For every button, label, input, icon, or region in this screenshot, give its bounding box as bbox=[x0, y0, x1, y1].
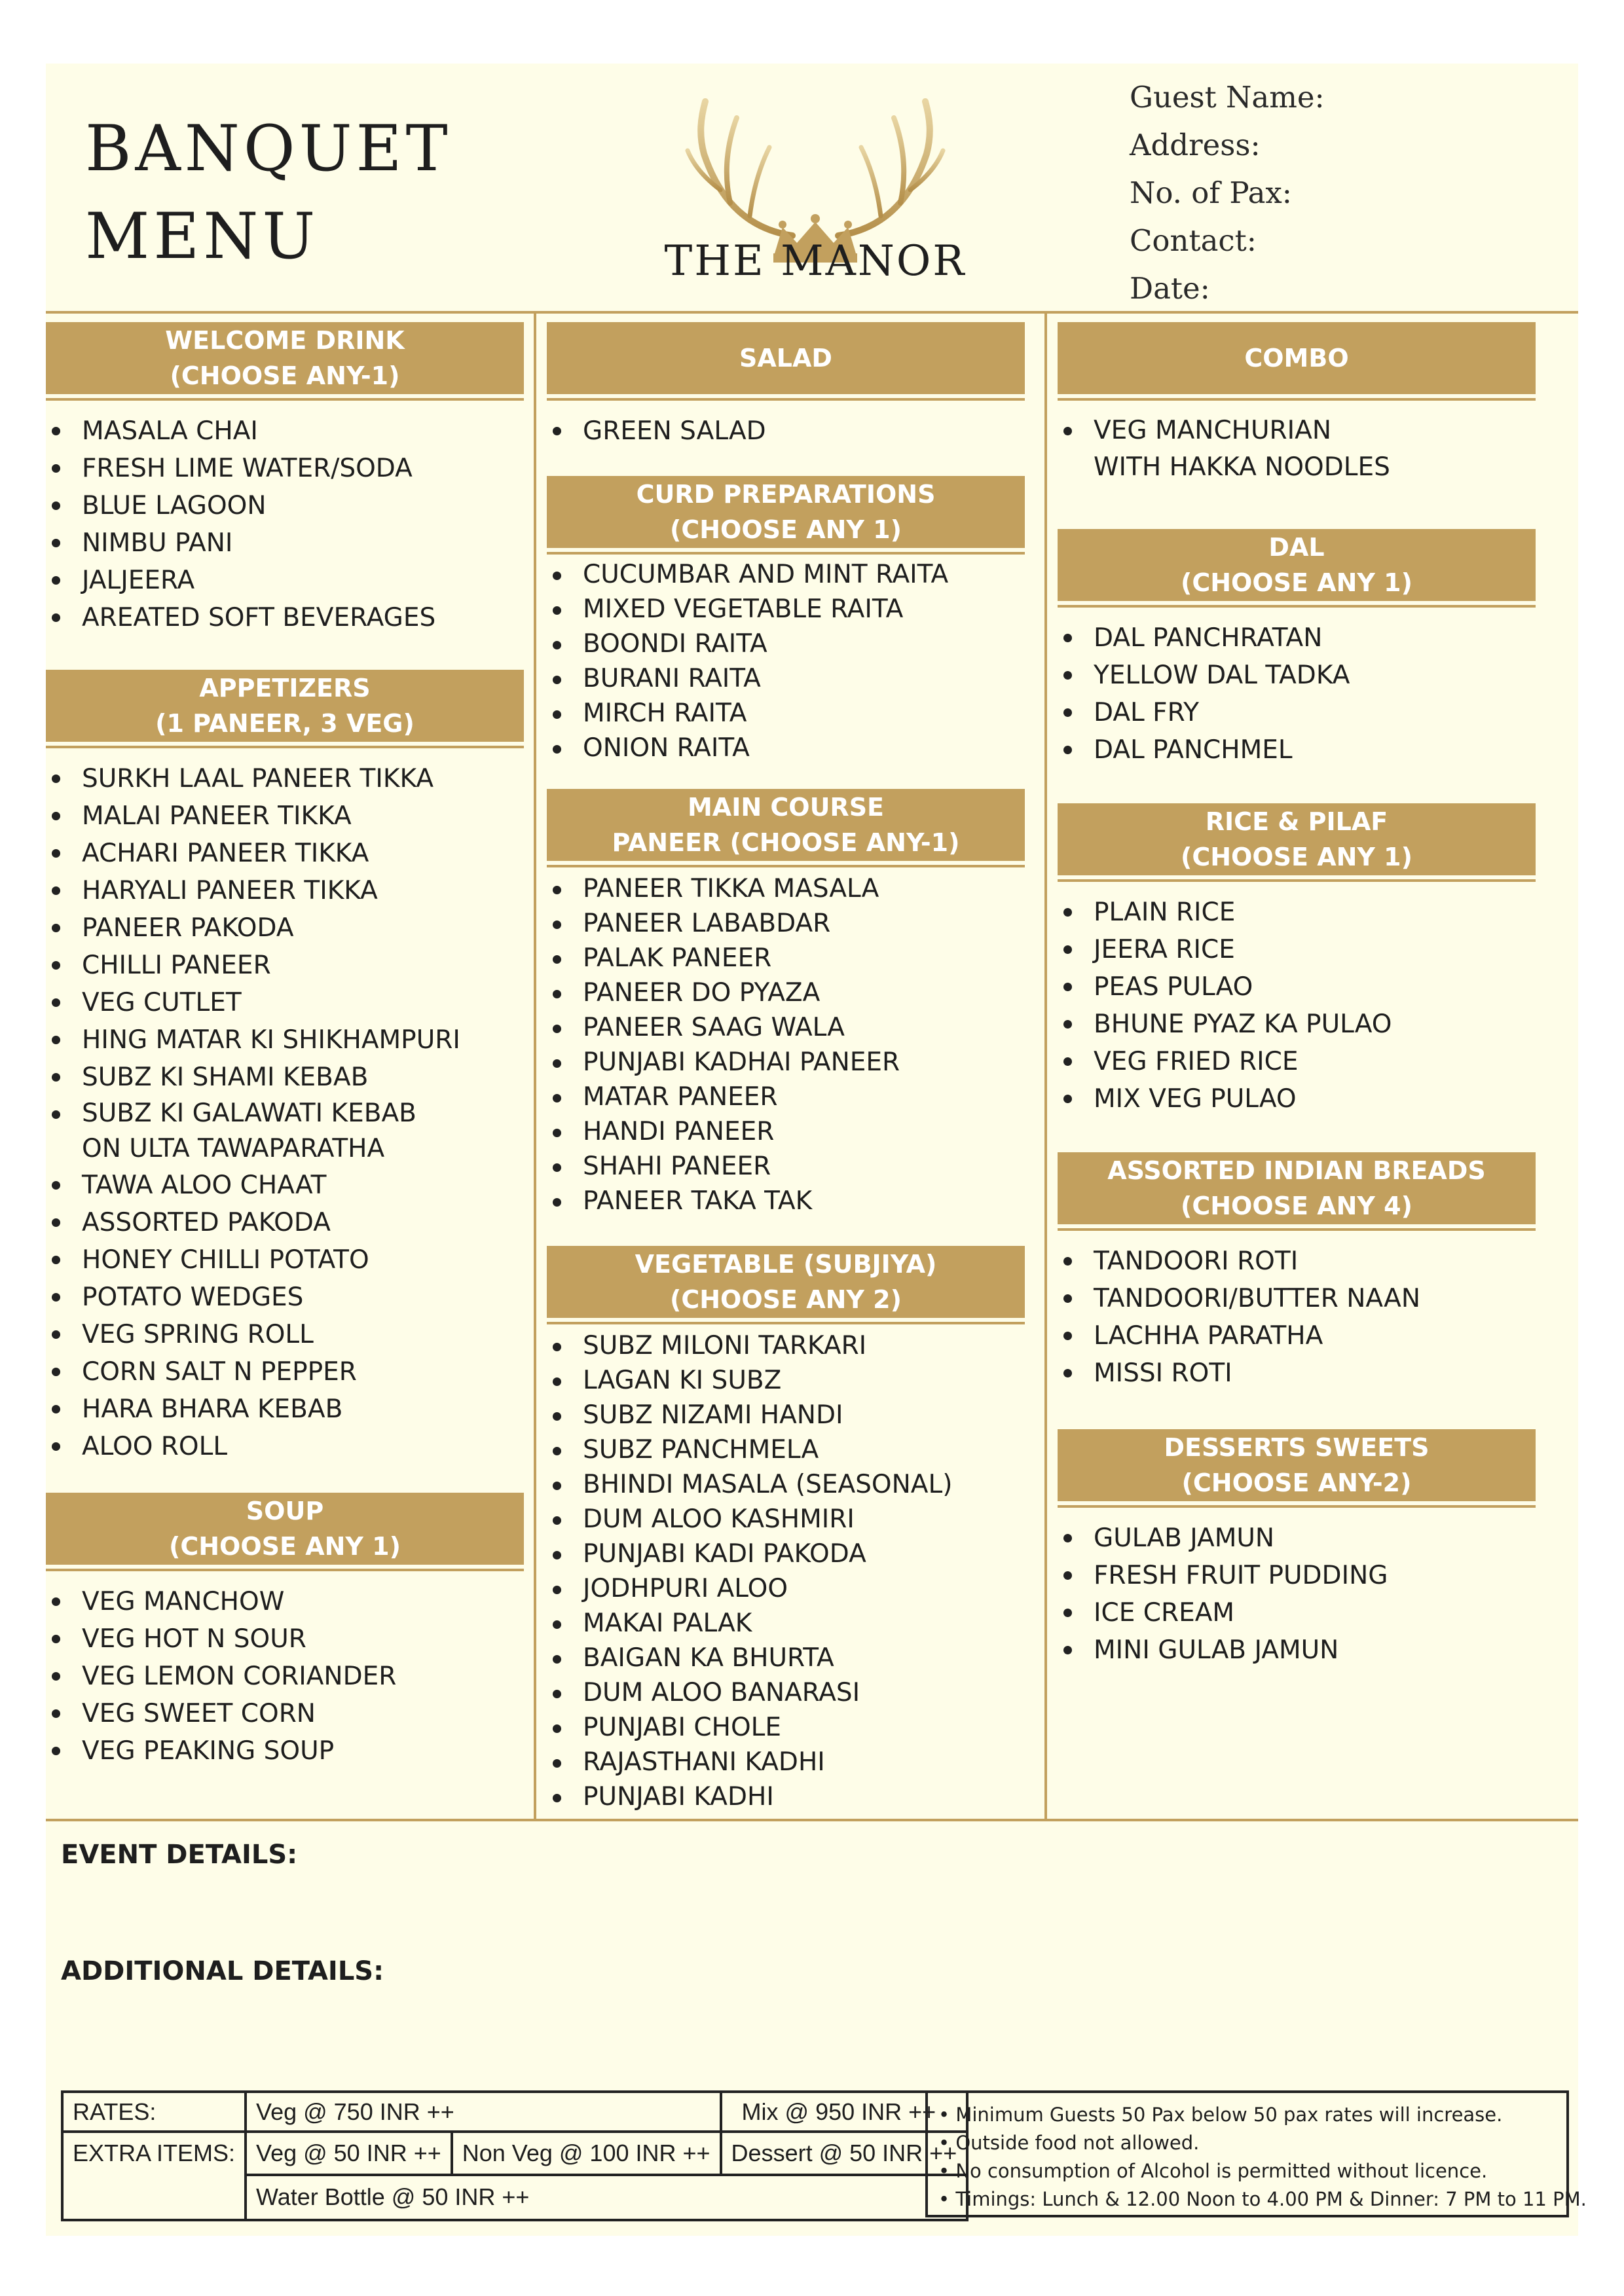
list-item: PEAS PULAO bbox=[1094, 968, 1536, 1006]
list-item: BLUE LAGOON bbox=[82, 487, 524, 524]
list-item: POTATO WEDGES bbox=[82, 1279, 524, 1316]
contact-label: Contact: bbox=[1130, 223, 1257, 258]
list-item: PANEER LABABDAR bbox=[583, 906, 1025, 941]
list-item: PUNJABI KADI PAKODA bbox=[583, 1537, 1025, 1571]
list-item: SHAHI PANEER bbox=[583, 1149, 1025, 1184]
list-item: SUBZ KI SHAMI KEBAB bbox=[82, 1059, 524, 1096]
list-item: SUBZ NIZAMI HANDI bbox=[583, 1398, 1025, 1432]
pax-label: No. of Pax: bbox=[1130, 175, 1292, 210]
list-item: SURKH LAAL PANEER TIKKA bbox=[82, 760, 524, 797]
section-dal bbox=[1058, 529, 1536, 769]
section-appetizers bbox=[46, 670, 524, 1465]
rate-veg: Veg @ 750 INR ++ bbox=[246, 2092, 721, 2132]
list-item: VEG MANCHOW bbox=[82, 1583, 524, 1620]
item-list bbox=[1058, 894, 1536, 1118]
list-item: MINI GULAB JAMUN bbox=[1094, 1631, 1536, 1669]
list-item: JEERA RICE bbox=[1094, 931, 1536, 968]
section-header: ASSORTED INDIAN BREADS (CHOOSE ANY 4) bbox=[1058, 1152, 1536, 1224]
extra-veg: Veg @ 50 INR ++ bbox=[246, 2132, 452, 2174]
section-header: SALAD bbox=[547, 322, 1025, 394]
section-header: SOUP (CHOOSE ANY 1) bbox=[46, 1493, 524, 1565]
list-item: MIXED VEGETABLE RAITA bbox=[583, 592, 1025, 627]
list-item: FRESH LIME WATER/SODA bbox=[82, 450, 524, 487]
section-desserts bbox=[1058, 1429, 1536, 1669]
brand-name: THE MANOR bbox=[664, 237, 967, 285]
column-divider-2 bbox=[1044, 314, 1047, 1819]
guest-name-label: Guest Name: bbox=[1130, 80, 1325, 115]
item-list bbox=[46, 412, 524, 636]
item-list bbox=[46, 1583, 524, 1770]
list-item: PANEER TIKKA MASALA bbox=[583, 871, 1025, 906]
note-line: • Outside food not allowed. bbox=[938, 2132, 1200, 2154]
list-item: PUNJABI CHOLE bbox=[583, 1710, 1025, 1745]
list-item: CUCUMBAR AND MINT RAITA bbox=[583, 557, 1025, 592]
item-list bbox=[1058, 1243, 1536, 1392]
list-item: SUBZ KI GALAWATI KEBAB ON ULTA TAWAPARATHA bbox=[82, 1096, 524, 1167]
list-item: MALAI PANEER TIKKA bbox=[82, 797, 524, 835]
list-item: HONEY CHILLI POTATO bbox=[82, 1241, 524, 1279]
list-item: CORN SALT N PEPPER bbox=[82, 1353, 524, 1391]
list-item: VEG MANCHURIAN WITH HAKKA NOODLES bbox=[1094, 412, 1536, 486]
title-line-2: MENU bbox=[85, 200, 320, 273]
note-line: • No consumption of Alcohol is permitted without licence. bbox=[938, 2160, 1488, 2182]
section-indian-breads bbox=[1058, 1152, 1536, 1392]
section-combo bbox=[1058, 322, 1536, 486]
list-item: GULAB JAMUN bbox=[1094, 1520, 1536, 1557]
list-item: BOONDI RAITA bbox=[583, 627, 1025, 661]
list-item: ICE CREAM bbox=[1094, 1594, 1536, 1631]
column-divider-1 bbox=[534, 314, 536, 1819]
list-item: MIRCH RAITA bbox=[583, 696, 1025, 731]
list-item: ASSORTED PAKODA bbox=[82, 1204, 524, 1241]
list-item: VEG HOT N SOUR bbox=[82, 1620, 524, 1658]
list-item: MAKAI PALAK bbox=[583, 1606, 1025, 1641]
note-line: • Timings: Lunch & 12.00 Noon to 4.00 PM & Dinner: 7 PM to 11 PM. bbox=[938, 2188, 1587, 2210]
rates-label: RATES: bbox=[62, 2092, 246, 2132]
list-item: PANEER DO PYAZA bbox=[583, 975, 1025, 1010]
item-list bbox=[1058, 619, 1536, 769]
section-header: RICE & PILAF (CHOOSE ANY 1) bbox=[1058, 803, 1536, 875]
section-salad bbox=[547, 322, 1025, 450]
item-list bbox=[1058, 1520, 1536, 1669]
list-item: LACHHA PARATHA bbox=[1094, 1317, 1536, 1355]
list-item: NIMBU PANI bbox=[82, 524, 524, 562]
item-list bbox=[547, 871, 1025, 1218]
item-list bbox=[1058, 412, 1536, 486]
section-curd-preparations bbox=[547, 476, 1025, 765]
list-item: JODHPURI ALOO bbox=[583, 1571, 1025, 1606]
guest-info-fields bbox=[1130, 73, 1325, 312]
list-item: VEG CUTLET bbox=[82, 984, 524, 1021]
list-item: BAIGAN KA BHURTA bbox=[583, 1641, 1025, 1675]
list-item: PUNJABI KADHI bbox=[583, 1779, 1025, 1814]
rate-mix: Mix @ 950 INR ++ bbox=[721, 2092, 968, 2132]
section-welcome-drink bbox=[46, 322, 524, 636]
list-item: HING MATAR KI SHIKHAMPURI bbox=[82, 1021, 524, 1059]
page-title bbox=[85, 105, 452, 280]
list-item: PLAIN RICE bbox=[1094, 894, 1536, 931]
item-list bbox=[547, 557, 1025, 765]
extra-nonveg: Non Veg @ 100 INR ++ bbox=[452, 2132, 721, 2174]
section-header: DAL (CHOOSE ANY 1) bbox=[1058, 529, 1536, 601]
list-item: VEG SWEET CORN bbox=[82, 1695, 524, 1732]
list-item: LAGAN KI SUBZ bbox=[583, 1363, 1025, 1398]
section-header: WELCOME DRINK (CHOOSE ANY-1) bbox=[46, 322, 524, 394]
list-item: VEG PEAKING SOUP bbox=[82, 1732, 524, 1770]
section-header: CURD PREPARATIONS (CHOOSE ANY 1) bbox=[547, 476, 1025, 548]
list-item: AREATED SOFT BEVERAGES bbox=[82, 599, 524, 636]
extra-items-label: EXTRA ITEMS: bbox=[62, 2132, 246, 2220]
list-item: BURANI RAITA bbox=[583, 661, 1025, 696]
list-item: ONION RAITA bbox=[583, 731, 1025, 765]
section-vegetable bbox=[547, 1246, 1025, 1814]
list-item: PANEER TAKA TAK bbox=[583, 1184, 1025, 1218]
section-header: COMBO bbox=[1058, 322, 1536, 394]
rates-table bbox=[61, 2090, 969, 2221]
list-item: BHINDI MASALA (SEASONAL) bbox=[583, 1467, 1025, 1502]
list-item: FRESH FRUIT PUDDING bbox=[1094, 1557, 1536, 1594]
list-item: SUBZ MILONI TARKARI bbox=[583, 1328, 1025, 1363]
list-item: MISSI ROTI bbox=[1094, 1355, 1536, 1392]
list-item: SUBZ PANCHMELA bbox=[583, 1432, 1025, 1467]
list-item: ALOO ROLL bbox=[82, 1428, 524, 1465]
list-item: PALAK PANEER bbox=[583, 941, 1025, 975]
list-item: PANEER SAAG WALA bbox=[583, 1010, 1025, 1045]
list-item: YELLOW DAL TADKA bbox=[1094, 657, 1536, 694]
list-item: BHUNE PYAZ KA PULAO bbox=[1094, 1006, 1536, 1043]
section-header: DESSERTS SWEETS (CHOOSE ANY-2) bbox=[1058, 1429, 1536, 1501]
date-label: Date: bbox=[1130, 271, 1210, 306]
list-item: RAJASTHANI KADHI bbox=[583, 1745, 1025, 1779]
list-item: MATAR PANEER bbox=[583, 1080, 1025, 1114]
list-item: VEG SPRING ROLL bbox=[82, 1316, 524, 1353]
list-item: TAWA ALOO CHAAT bbox=[82, 1167, 524, 1204]
additional-details-label: ADDITIONAL DETAILS: bbox=[61, 1956, 384, 1986]
list-item: DAL PANCHRATAN bbox=[1094, 619, 1536, 657]
section-soup bbox=[46, 1493, 524, 1770]
list-item: DAL PANCHMEL bbox=[1094, 731, 1536, 769]
section-header: APPETIZERS (1 PANEER, 3 VEG) bbox=[46, 670, 524, 742]
list-item: PUNJABI KADHAI PANEER bbox=[583, 1045, 1025, 1080]
section-header: VEGETABLE (SUBJIYA) (CHOOSE ANY 2) bbox=[547, 1246, 1025, 1318]
terms-notes bbox=[925, 2090, 1587, 2217]
address-label: Address: bbox=[1130, 128, 1261, 162]
list-item: DUM ALOO BANARASI bbox=[583, 1675, 1025, 1710]
note-line: • Minimum Guests 50 Pax below 50 pax rates will increase. bbox=[938, 2104, 1503, 2126]
list-item: ACHARI PANEER TIKKA bbox=[82, 835, 524, 872]
list-item: VEG LEMON CORIANDER bbox=[82, 1658, 524, 1695]
header-divider bbox=[46, 311, 1578, 314]
list-item: MIX VEG PULAO bbox=[1094, 1080, 1536, 1118]
list-item: CHILLI PANEER bbox=[82, 947, 524, 984]
list-item: HARA BHARA KEBAB bbox=[82, 1391, 524, 1428]
list-item: GREEN SALAD bbox=[583, 412, 1025, 450]
event-details-label: EVENT DETAILS: bbox=[61, 1840, 298, 1870]
item-list bbox=[547, 1328, 1025, 1814]
list-item: TANDOORI ROTI bbox=[1094, 1243, 1536, 1280]
item-list bbox=[46, 760, 524, 1465]
item-list bbox=[547, 412, 1025, 450]
list-item: DUM ALOO KASHMIRI bbox=[583, 1502, 1025, 1537]
list-item: TANDOORI/BUTTER NAAN bbox=[1094, 1280, 1536, 1317]
list-item: HANDI PANEER bbox=[583, 1114, 1025, 1149]
list-item: HARYALI PANEER TIKKA bbox=[82, 872, 524, 909]
extra-water: Water Bottle @ 50 INR ++ bbox=[246, 2175, 967, 2220]
list-item: VEG FRIED RICE bbox=[1094, 1043, 1536, 1080]
list-item: PANEER PAKODA bbox=[82, 909, 524, 947]
menu-bottom-divider bbox=[46, 1819, 1578, 1821]
list-item: MASALA CHAI bbox=[82, 412, 524, 450]
section-main-course bbox=[547, 789, 1025, 1218]
section-rice-pilaf bbox=[1058, 803, 1536, 1118]
section-header: MAIN COURSE PANEER (CHOOSE ANY-1) bbox=[547, 789, 1025, 861]
list-item: DAL FRY bbox=[1094, 694, 1536, 731]
title-line-1: BANQUET bbox=[85, 112, 452, 185]
extra-dessert: Dessert @ 50 INR ++ bbox=[721, 2132, 968, 2174]
list-item: JALJEERA bbox=[82, 562, 524, 599]
